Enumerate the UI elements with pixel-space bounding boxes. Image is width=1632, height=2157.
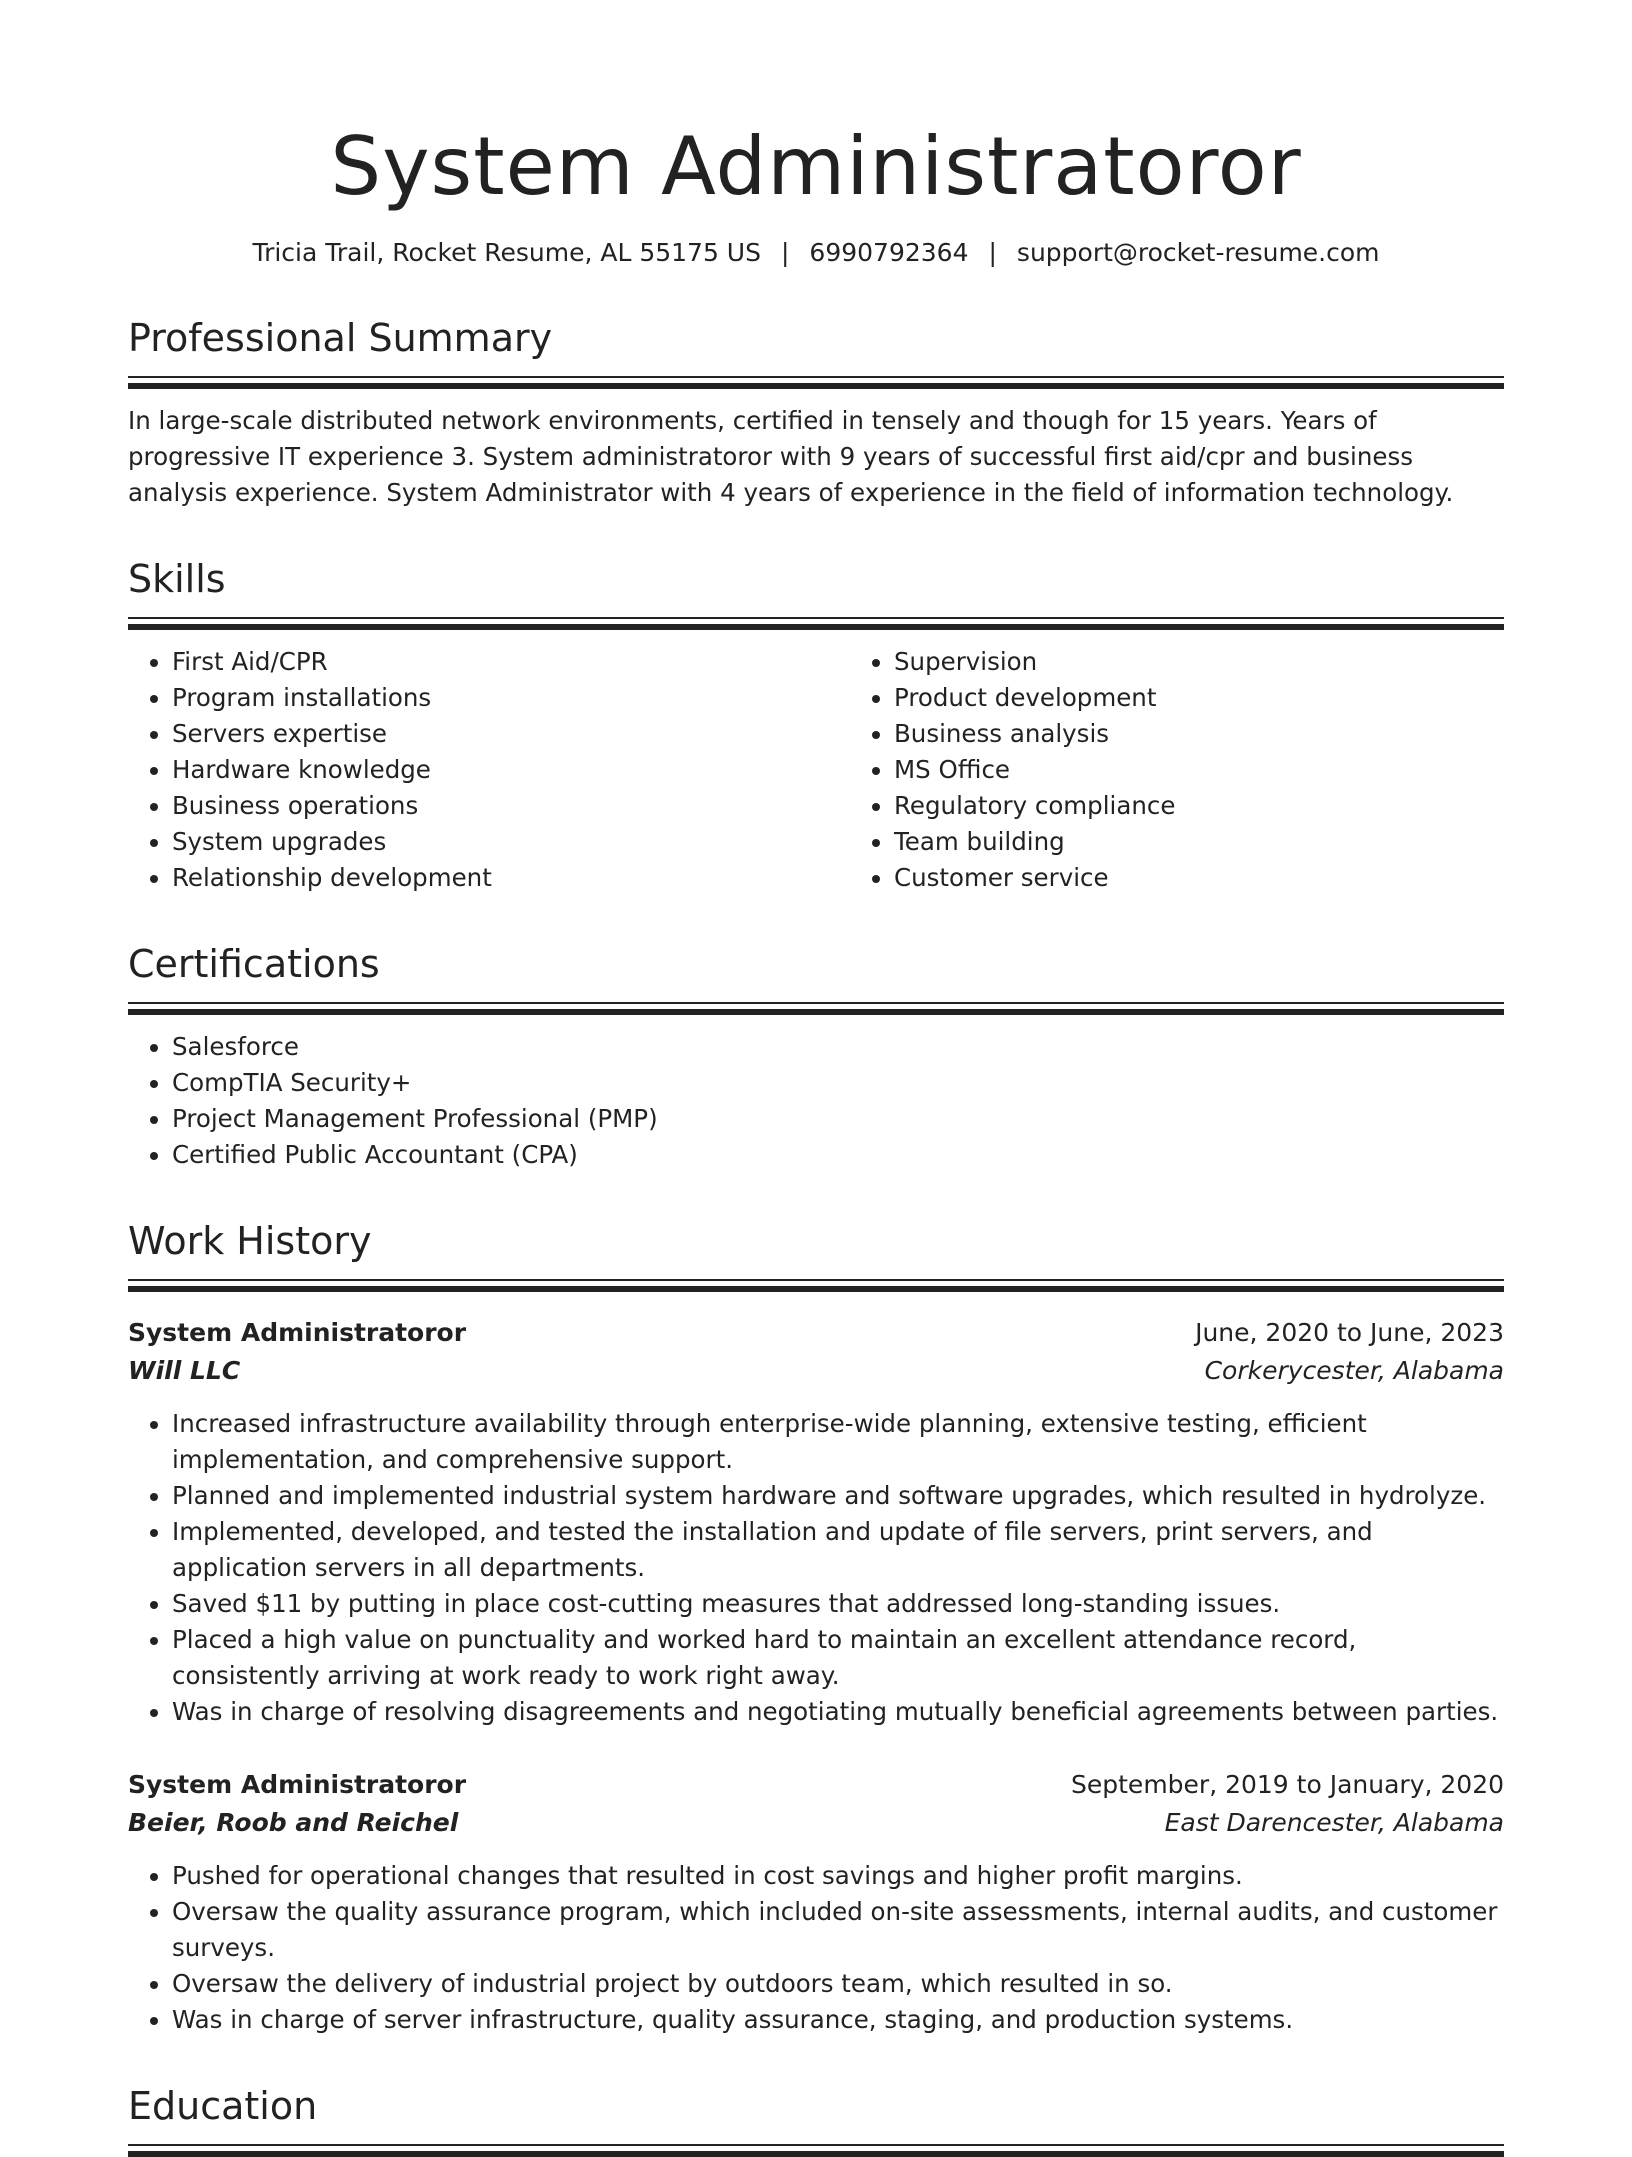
job-company-row (128, 1804, 1504, 1842)
skills-section (128, 555, 1504, 896)
job-bullet: • Increased infrastructure availability through enterprise-wide planning, extensive testing, efficient implementation, and comprehensive support. (172, 1406, 1504, 1478)
skill-item: • Hardware knowledge (172, 752, 850, 788)
job-dates: June, 2020 to June, 2023 (1195, 1318, 1504, 1347)
contact-address: Tricia Trail, Rocket Resume, AL 55175 US (252, 238, 761, 267)
section-divider (128, 376, 1504, 389)
section-divider (128, 2144, 1504, 2157)
skill-item: • Program installations (172, 680, 850, 716)
contact-email: support@rocket-resume.com (1016, 238, 1380, 267)
certification-item: • Project Management Professional (PMP) (172, 1101, 1504, 1137)
job-bullet: • Was in charge of server infrastructure, quality assurance, staging, and production systems. (172, 2002, 1504, 2038)
job-company: Beier, Roob and Reichel (128, 1808, 459, 1837)
education-section (128, 2082, 1504, 2157)
skill-item: • Product development (894, 680, 1175, 716)
certifications-list (128, 1029, 1504, 1173)
job-title: System Administratoror (128, 1318, 467, 1347)
education-heading: Education (128, 2084, 318, 2128)
section-divider (128, 617, 1504, 630)
certifications-section (128, 940, 1504, 1173)
certification-item: • Certified Public Accountant (CPA) (172, 1137, 1504, 1173)
job-bullet: • Was in charge of resolving disagreements and negotiating mutually beneficial agreements between parties. (172, 1694, 1504, 1730)
certification-item: • Salesforce (172, 1029, 1504, 1065)
job-bullet: • Saved $11 by putting in place cost-cutting measures that addressed long-standing issues. (172, 1586, 1504, 1622)
skills-list-right (850, 644, 1175, 896)
skills-heading: Skills (128, 557, 226, 601)
job-entry (128, 1766, 1504, 2038)
job-bullets (128, 1406, 1504, 1730)
job-bullet: • Implemented, developed, and tested the installation and update of file servers, print servers, and application servers in all departments. (172, 1514, 1504, 1586)
skill-item: • MS Office (894, 752, 1175, 788)
summary-heading: Professional Summary (128, 316, 553, 360)
job-bullet: • Placed a high value on punctuality and worked hard to maintain an excellent attendance record, consistently arriving at work ready to work right away. (172, 1622, 1504, 1694)
skill-item: • Team building (894, 824, 1175, 860)
skill-item: • Customer service (894, 860, 1175, 896)
contact-separator: | (780, 238, 790, 267)
job-dates: September, 2019 to January, 2020 (1071, 1770, 1504, 1799)
skills-columns (128, 644, 1504, 896)
job-title: System Administratoror (128, 1770, 467, 1799)
job-bullet: • Oversaw the quality assurance program, which included on-site assessments, internal audits, and customer surveys. (172, 1894, 1504, 1966)
summary-section (128, 314, 1504, 511)
job-location: Corkerycester, Alabama (1204, 1356, 1504, 1385)
skill-item: • System upgrades (172, 824, 850, 860)
skill-item: • Regulatory compliance (894, 788, 1175, 824)
job-header-row (128, 1314, 1504, 1352)
job-entry (128, 1314, 1504, 1730)
job-bullet: • Pushed for operational changes that resulted in cost savings and higher profit margins. (172, 1858, 1504, 1894)
contact-phone: 6990792364 (809, 238, 969, 267)
skill-item: • Servers expertise (172, 716, 850, 752)
job-company-row (128, 1352, 1504, 1390)
skill-item: • Relationship development (172, 860, 850, 896)
skill-item: • First Aid/CPR (172, 644, 850, 680)
section-divider (128, 1002, 1504, 1015)
job-bullet: • Oversaw the delivery of industrial project by outdoors team, which resulted in so. (172, 1966, 1504, 2002)
certifications-heading: Certifications (128, 942, 380, 986)
skill-item: • Business analysis (894, 716, 1175, 752)
section-divider (128, 1279, 1504, 1292)
job-company: Will LLC (128, 1356, 241, 1385)
job-header-row (128, 1766, 1504, 1804)
work-history-section (128, 1217, 1504, 2038)
summary-text: In large-scale distributed network environments, certified in tensely and though for 15 years. Years of progressive IT experience 3. System administratoror with 9 years of successful first aid/cpr and business analysis experience. System Administrator with 4 years of experience in the field of information technology. (128, 406, 1454, 507)
skill-item: • Business operations (172, 788, 850, 824)
skills-list-left (128, 644, 850, 896)
certification-item: • CompTIA Security+ (172, 1065, 1504, 1101)
contact-separator: | (988, 238, 997, 267)
job-bullet: • Planned and implemented industrial system hardware and software upgrades, which resulted in hydrolyze. (172, 1478, 1504, 1514)
contact-line (128, 236, 1504, 270)
resume-title: System Administratoror (330, 120, 1302, 213)
work-history-heading: Work History (128, 1219, 372, 1263)
job-location: East Darencester, Alabama (1164, 1808, 1504, 1837)
job-bullets (128, 1858, 1504, 2038)
skill-item: • Supervision (894, 644, 1175, 680)
